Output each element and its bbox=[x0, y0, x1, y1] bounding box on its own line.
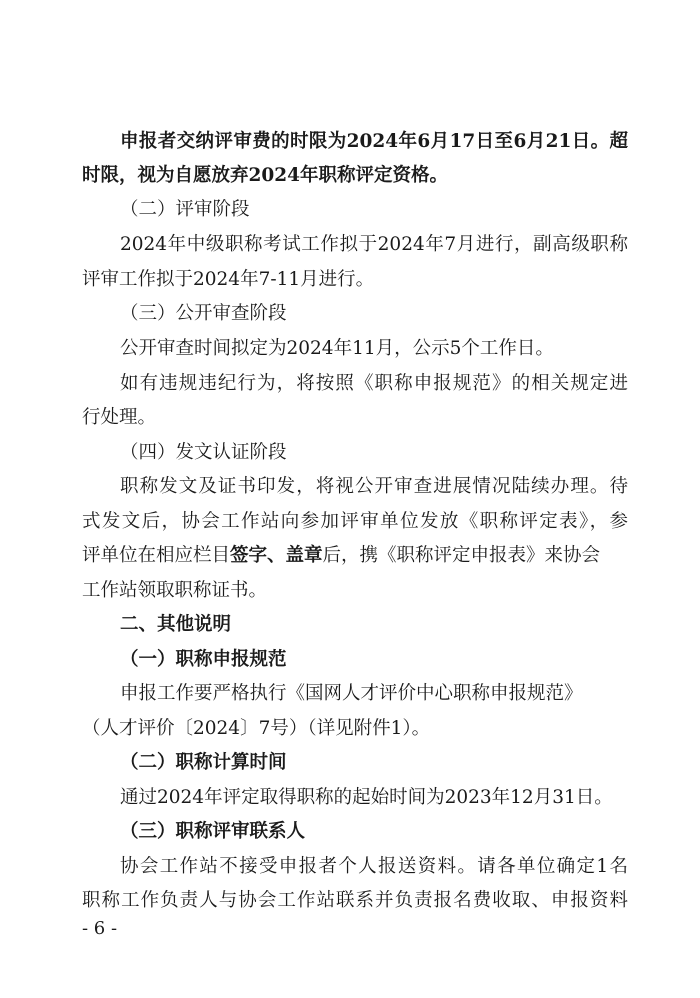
section-heading: （二）评审阶段 bbox=[120, 199, 250, 220]
paragraph-line: 2024年中级职称考试工作拟于2024年7月进行，副高级职称 bbox=[120, 234, 628, 255]
paragraph-line: 申报工作要严格执行《国网人才评价中心职称申报规范》 bbox=[120, 683, 583, 704]
paragraph-line: 职称工作负责人与协会工作站联系并负责报名费收取、申报资料 bbox=[82, 890, 628, 911]
paragraph-line bbox=[0, 544, 700, 568]
paragraph-text: 评单位在相应栏目 bbox=[82, 545, 231, 566]
paragraph-line: 公开审查时间拟定为2024年11月，公示5个工作日。 bbox=[120, 338, 554, 359]
paragraph-line: 时限，视为自愿放弃2024年职称评定资格。 bbox=[82, 165, 448, 186]
paragraph-line: 评审工作拟于2024年7-11月进行。 bbox=[82, 269, 375, 290]
paragraph-line: 协会工作站不接受申报者个人报送资料。请各单位确定1名 bbox=[120, 856, 628, 877]
paragraph-line: （人才评价〔2024〕7号）（详见附件1）。 bbox=[82, 718, 431, 739]
section-heading: （二）职称计算时间 bbox=[120, 752, 287, 773]
section-heading: （三）公开审查阶段 bbox=[120, 303, 287, 324]
paragraph-line: 式发文后，协会工作站向参加评审单位发放《职称评定表》，参 bbox=[82, 511, 628, 532]
page-number: - 6 - bbox=[82, 918, 118, 939]
paragraph-line: 通过2024年评定取得职称的起始时间为2023年12月31日。 bbox=[120, 787, 613, 808]
paragraph-line: 如有违规违纪行为，将按照《职称申报规范》的相关规定进 bbox=[120, 373, 628, 394]
major-heading: 二、其他说明 bbox=[120, 614, 232, 635]
paragraph-line: 行处理。 bbox=[82, 407, 157, 428]
paragraph-text: 后，携《职称评定申报表》来协会 bbox=[322, 545, 601, 566]
emphasis-text: 签字、盖章 bbox=[230, 545, 323, 566]
paragraph-line: 职称发文及证书印发，将视公开审查进展情况陆续办理。待 bbox=[120, 476, 628, 497]
paragraph-line: 工作站领取职称证书。 bbox=[82, 580, 268, 601]
paragraph-line: 申报者交纳评审费的时限为2024年6月17日至6月21日。超 bbox=[120, 131, 628, 152]
section-heading: （四）发文认证阶段 bbox=[120, 442, 287, 463]
section-heading: （三）职称评审联系人 bbox=[120, 821, 306, 842]
section-heading: （一）职称申报规范 bbox=[120, 649, 287, 670]
